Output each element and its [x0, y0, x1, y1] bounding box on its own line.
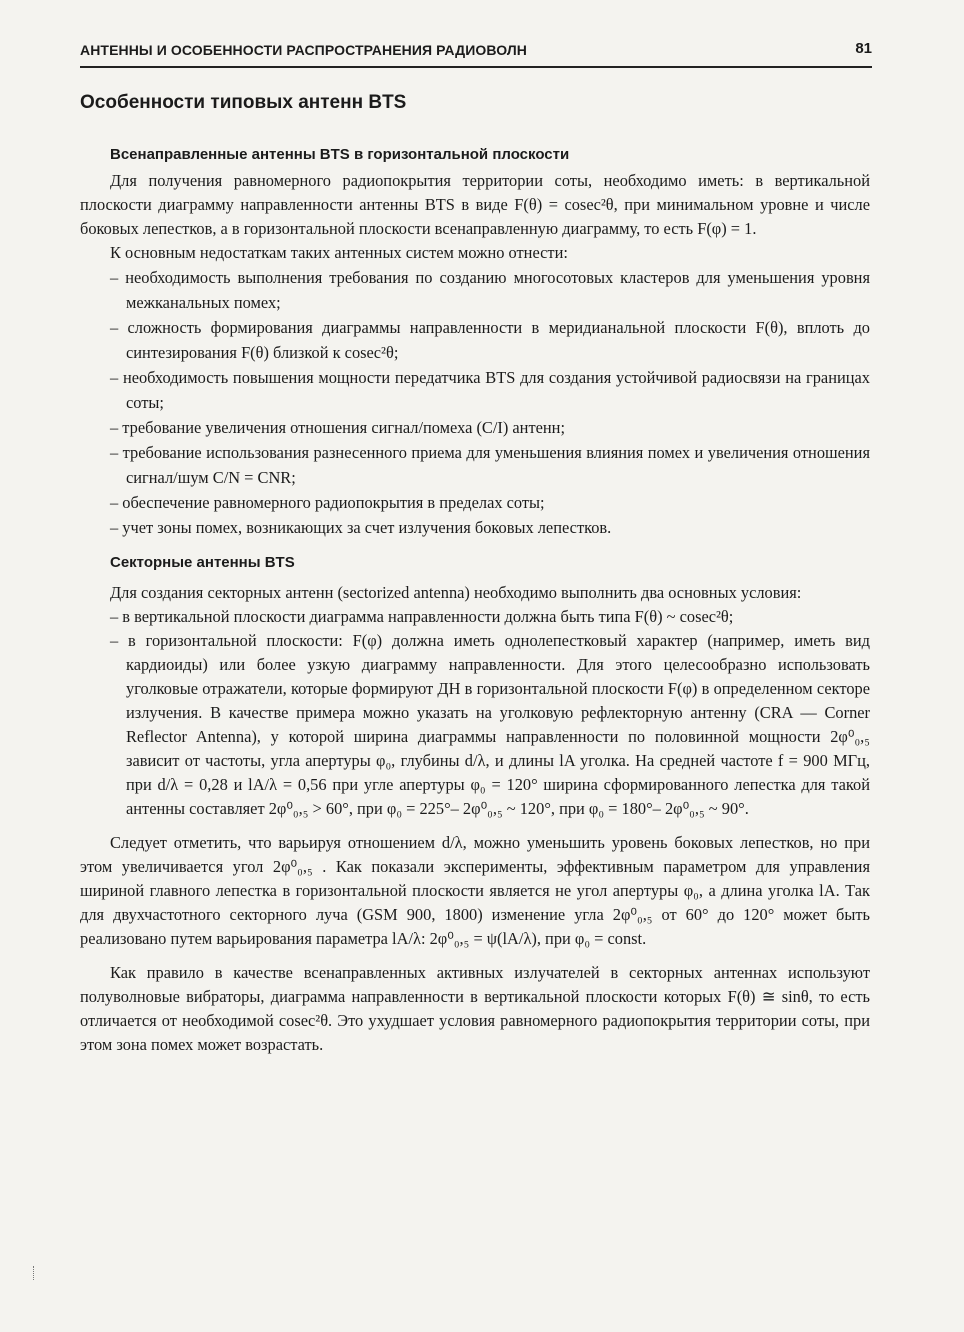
subsection-title-sector: Секторные антенны BTS: [110, 554, 295, 571]
list-item: – сложность формирования диаграммы направленности в меридианальной плоскости F(θ), вплоть до синтезирования F(θ) близкой к cosec²θ;: [110, 318, 870, 362]
paragraph-sector-radiators: Как правило в качестве всенаправленных активных излучателей в секторных антеннах используют полуволновые вибраторы, диаграмма направленности в вертикальной плоскости которых F(θ) ≅ sinθ, то есть отличается от необходимой cosec²θ. Это ухудшает условия равномерного радиопокрытия территории соты, при этом зона помех может возрастать.: [80, 963, 870, 1054]
list-item: – в вертикальной плоскости диаграмма направленности должна быть типа F(θ) ~ cosec²θ;: [110, 607, 734, 626]
page-content: [80, 92, 870, 1057]
subsection-title-omni: Всенаправленные антенны BTS в горизонтальной плоскости: [110, 146, 570, 163]
paragraph-omni-drawbacks: К основным недостаткам таких антенных систем можно отнести:: [110, 243, 568, 262]
list-item: – учет зоны помех, возникающих за счет излучения боковых лепестков.: [110, 518, 612, 537]
margin-mark: [33, 1266, 37, 1280]
paragraph-sector-sidelobes: Следует отметить, что варьируя отношением d/λ, можно уменьшить уровень боковых лепестков, но при этом увеличивается угол 2φ⁰₀,₅ . Как показали эксперименты, эффективным параметром для управления шириной главного лепестка в горизонтальной плоскости является не угол апертуры φ₀, а длина уголка lA. Так для двухчастотного секторного луча (GSM 900, 1800) изменение угла 2φ⁰₀,₅ от 60° до 120° может быть реализовано путем варьирования параметра lA/λ: 2φ⁰₀,₅ = ψ(lA/λ), при φ₀ = const.: [80, 833, 870, 948]
list-item: – требование использования разнесенного приема для уменьшения влияния помех и увеличения отношения сигнал/шум C/N = CNR;: [110, 443, 870, 487]
list-item: – требование увеличения отношения сигнал/помеха (C/I) антенн;: [110, 418, 565, 437]
section-title: Особенности типовых антенн BTS: [80, 92, 407, 113]
list-item: – необходимость повышения мощности передатчика BTS для создания устойчивой радиосвязи на границах соты;: [110, 368, 870, 412]
omni-drawbacks-list: [80, 265, 870, 540]
paragraph-sector-intro: Для создания секторных антенн (sectorized antenna) необходимо выполнить два основных условия:: [110, 583, 802, 602]
list-item: – обеспечение равномерного радиопокрытия в пределах соты;: [110, 493, 545, 512]
page-number: 81: [855, 40, 872, 57]
paragraph-omni-intro: Для получения равномерного радиопокрытия территории соты, необходимо иметь: в вертикальной плоскости диаграмму направленности антенны BTS в виде F(θ) = cosec²θ, при минимальном уровне и числе боковых лепестков, а в горизонтальной плоскости всенаправленную диаграмму, то есть F(φ) = 1.: [80, 171, 870, 238]
list-item: – в горизонтальной плоскости: F(φ) должна иметь однолепестковый характер (например, иметь вид кардиоиды) или более узкую диаграмму направленности. Для этого целесообразно использовать уголковые отражатели, которые формируют ДН в горизонтальной плоскости F(φ) в определенном секторе излучения. В качестве примера можно указать на уголковую рефлекторную антенну (CRA — Corner Reflector Antenna), у которой ширина диаграммы направленности по половинной мощности 2φ⁰₀,₅ зависит от частоты, угла апертуры φ₀, глубины d/λ, и длины lA уголка. На средней частоте f = 900 МГц, при d/λ = 0,28 и lA/λ = 0,56 при угле апертуры φ₀ = 120° ширина сформированного лепестка для такой антенны составляет 2φ⁰₀,₅ > 60°, при φ₀ = 225°– 2φ⁰₀,₅ ~ 120°, при φ₀ = 180°– 2φ⁰₀,₅ ~ 90°.: [110, 631, 870, 818]
running-title: АНТЕННЫ И ОСОБЕННОСТИ РАСПРОСТРАНЕНИЯ РАДИОВОЛН: [80, 42, 527, 58]
running-head: [80, 36, 872, 68]
list-item: – необходимость выполнения требования по созданию многосотовых кластеров для уменьшения уровня межканальных помех;: [110, 268, 870, 312]
sector-conditions-list: [80, 605, 870, 821]
